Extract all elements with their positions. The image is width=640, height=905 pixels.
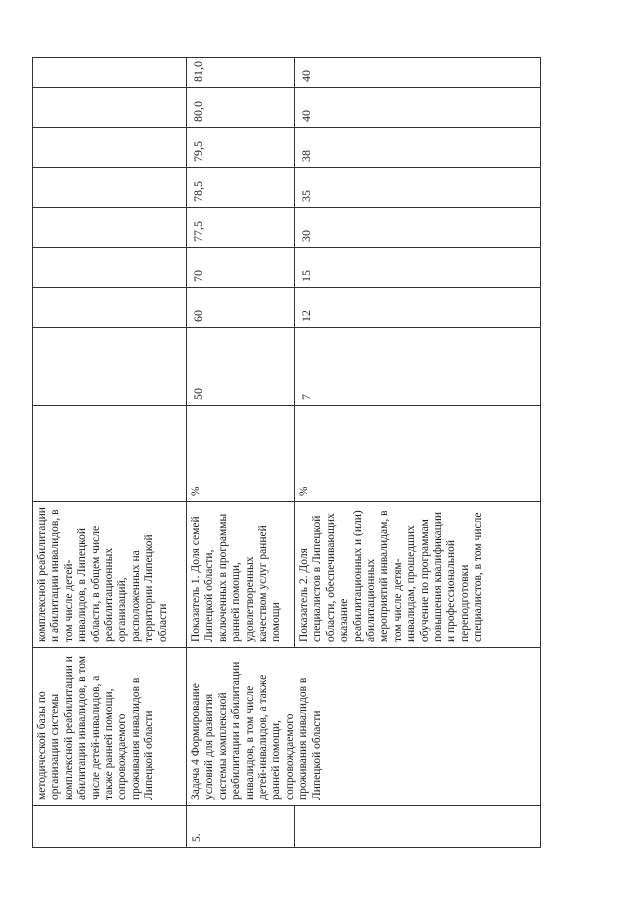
row-index (295, 806, 541, 848)
value-cell: 80,0 (187, 88, 295, 128)
value-cell: 79,5 (187, 128, 295, 168)
row-index (33, 806, 187, 848)
value-cell (33, 288, 187, 328)
value-cell: 15 (295, 248, 541, 288)
rotated-table-wrapper (32, 58, 540, 848)
value-cell: 50 (187, 328, 295, 406)
indicators-table (32, 57, 541, 848)
task-cell: Задача 4 Формирование условий для развития системы комплексной реабилитации и абилитации инвалидов, в том числе детей-инвалидов, а также ранней помощи, сопровождаемого проживания инвалидов в Липецкой области (187, 648, 541, 806)
indicator-cell: комплексной реабилитации и абилитации инвалидов, в том числе детей-инвалидов, в Липецкой области, в общем числе реабилитационных организаций, расположенных на территории Липецкой области (33, 502, 187, 648)
value-cell: 12 (295, 288, 541, 328)
indicator-cell: Показатель 2. Доля специалистов в Липецкой области, обеспечивающих оказание реабилитационных и (или) абилитационных мероприятий инвалидам, в том числе детям-инвалидам, прошедших обучение по программам повышения квалификации и профессиональной переподготовки специалистов, в том числе (295, 502, 541, 648)
indicator-cell: Показатель 1. Доля семей Липецкой области, включенных в программы ранней помощи, удовлетворенных качеством услуг ранней помощи (187, 502, 295, 648)
value-cell (33, 168, 187, 208)
row-index: 5. (187, 806, 295, 848)
value-cell: 40 (295, 88, 541, 128)
task-cell: методической базы по организации системы комплексной реабилитации и абилитации инвалидов, в том числе детей-инвалидов, а также ранней помощи, сопровождаемого проживания инвалидов в Липецкой области (33, 648, 187, 806)
value-cell: 77,5 (187, 208, 295, 248)
unit-cell: % (295, 406, 541, 502)
value-cell: 81,0 (187, 58, 295, 88)
table-row (187, 58, 295, 848)
value-cell: 70 (187, 248, 295, 288)
value-cell: 7 (295, 328, 541, 406)
value-cell: 35 (295, 168, 541, 208)
value-cell: 60 (187, 288, 295, 328)
value-cell (33, 58, 187, 88)
value-cell: 38 (295, 128, 541, 168)
table-row (33, 58, 187, 848)
unit-cell (33, 406, 187, 502)
value-cell (33, 328, 187, 406)
value-cell (33, 208, 187, 248)
unit-cell: % (187, 406, 295, 502)
value-cell (33, 128, 187, 168)
value-cell: 40 (295, 58, 541, 88)
value-cell: 78,5 (187, 168, 295, 208)
value-cell (33, 248, 187, 288)
value-cell: 30 (295, 208, 541, 248)
value-cell (33, 88, 187, 128)
